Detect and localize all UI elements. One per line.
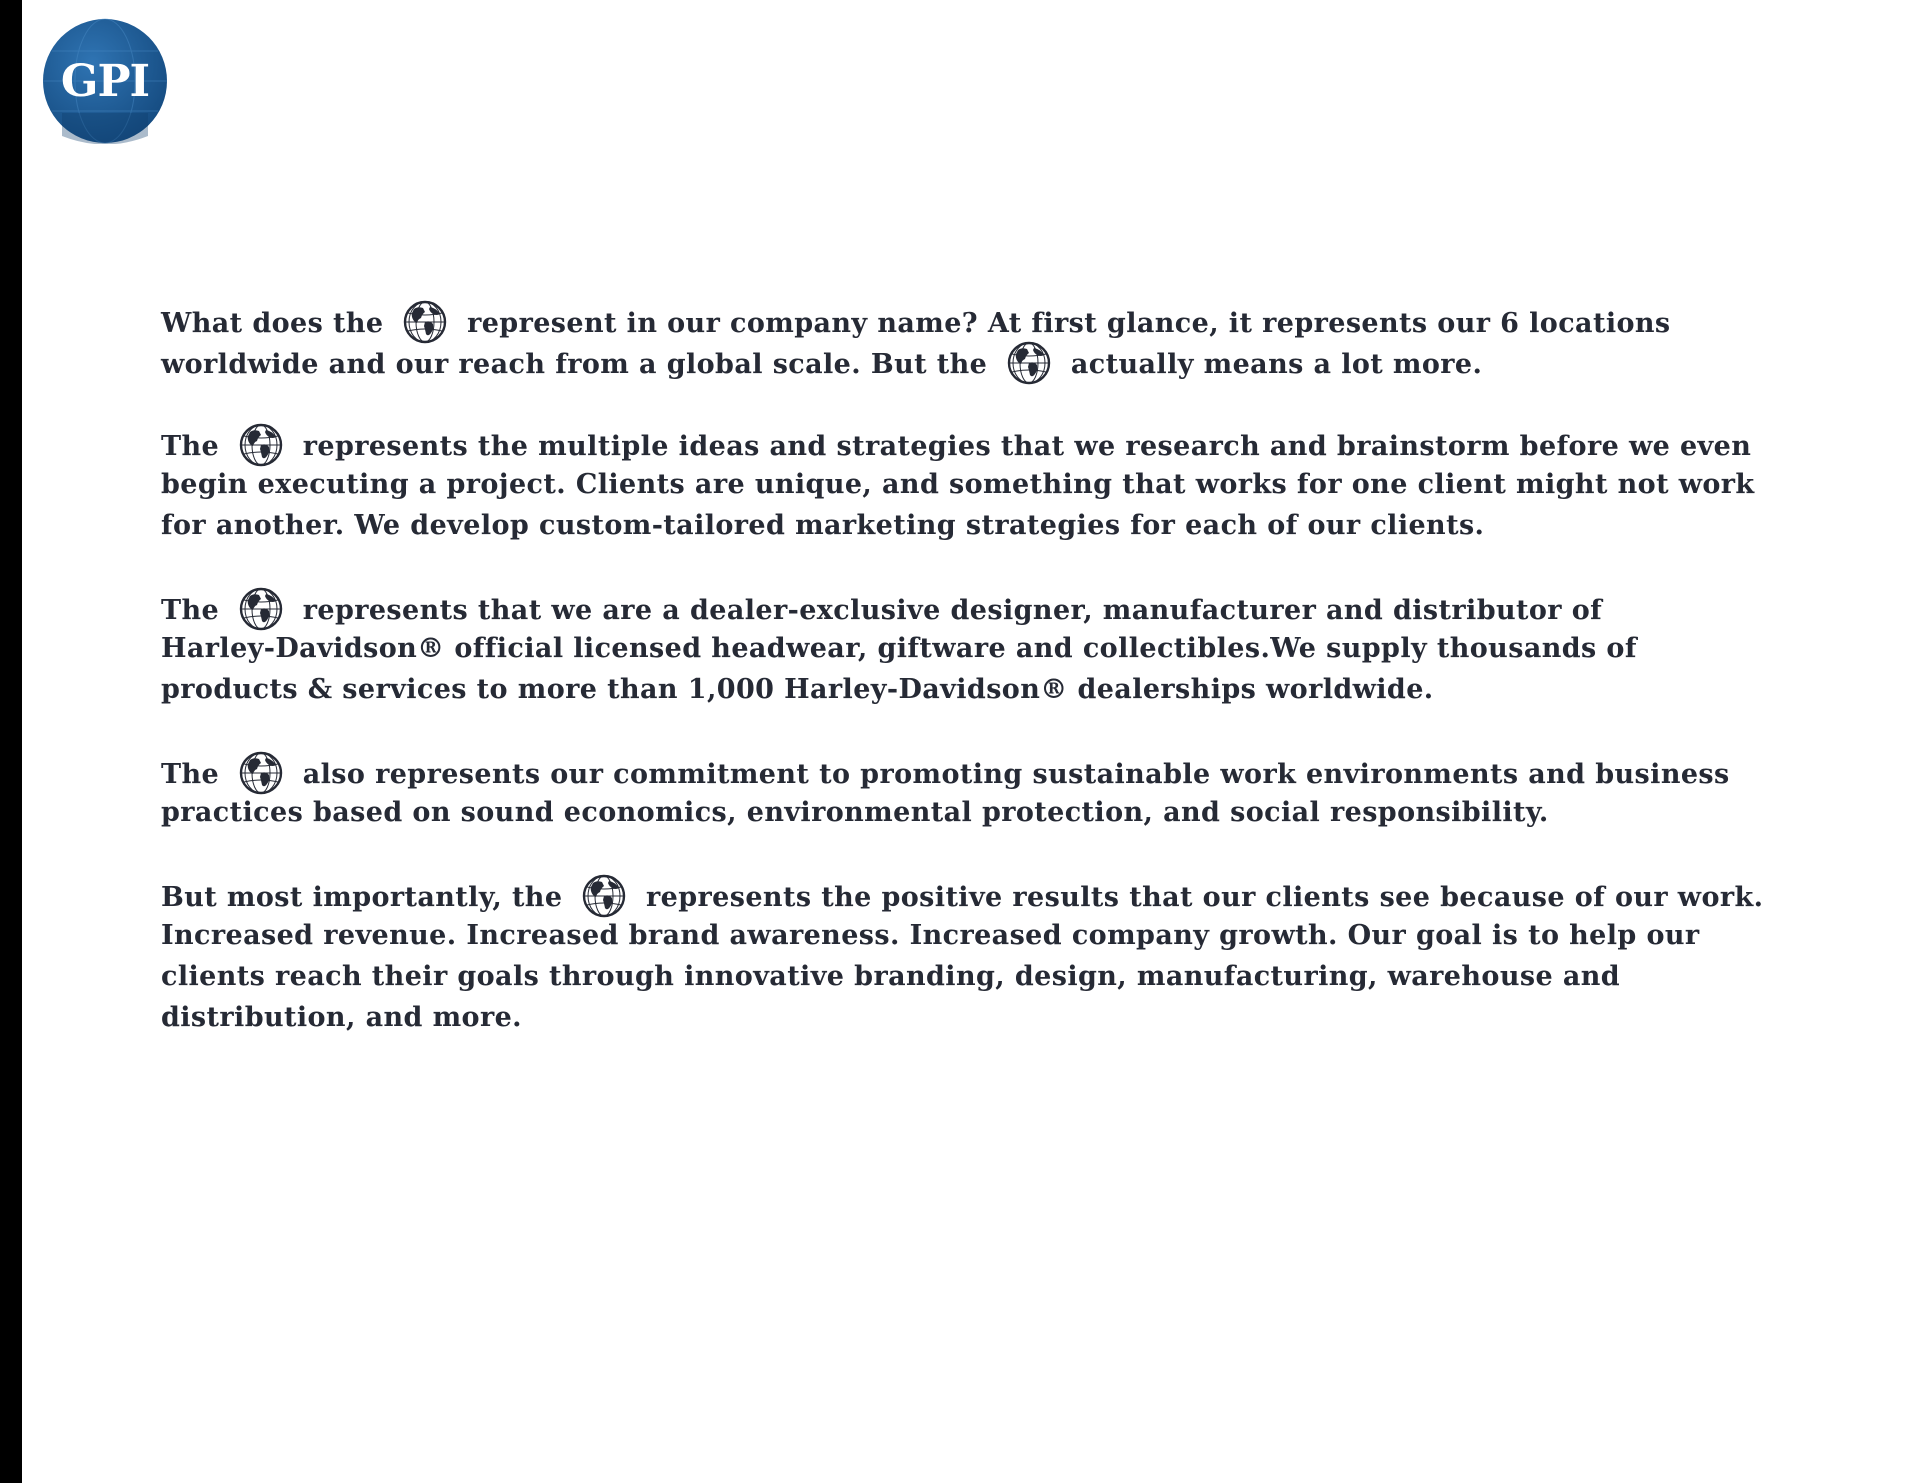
svg-text:GPI: GPI	[60, 56, 150, 107]
paragraph-3	[161, 587, 1841, 710]
gpi-logo	[42, 18, 168, 144]
text-segment: represents the positive results that our clients see because of our work.	[646, 882, 1764, 913]
document-body	[161, 300, 1841, 1079]
globe-icon	[239, 423, 283, 467]
text-segment: distribution, and more.	[161, 1002, 522, 1033]
text-segment: represents the multiple ideas and strategies that we research and brainstorm before we even	[302, 431, 1752, 462]
text-segment: actually means a lot more.	[1070, 349, 1483, 380]
globe-icon	[239, 587, 283, 631]
left-edge-bar	[0, 0, 22, 1483]
text-segment: represent in our company name? At first glance, it represents our 6 locations	[467, 308, 1671, 339]
paragraph-1	[161, 300, 1841, 382]
text-segment: What does the	[161, 308, 384, 339]
text-segment: also represents our commitment to promoting sustainable work environments and business	[302, 759, 1730, 790]
text-segment: The	[161, 759, 220, 790]
globe-icon	[582, 874, 626, 918]
paragraph-line	[161, 587, 1841, 628]
globe-icon	[239, 751, 283, 795]
paragraph-line	[161, 956, 1841, 997]
text-segment: The	[161, 431, 220, 462]
text-segment: Increased revenue. Increased brand awareness. Increased company growth. Our goal is to help our	[161, 920, 1700, 951]
paragraph-line	[161, 997, 1841, 1038]
paragraph-line	[161, 669, 1841, 710]
paragraph-4	[161, 751, 1841, 833]
text-segment: The	[161, 595, 220, 626]
paragraph-line	[161, 423, 1841, 464]
paragraph-line	[161, 341, 1841, 382]
paragraph-line	[161, 628, 1841, 669]
text-segment: represents that we are a dealer-exclusive designer, manufacturer and distributor of	[302, 595, 1603, 626]
paragraph-line	[161, 464, 1841, 505]
paragraph-line	[161, 874, 1841, 915]
gpi-logo-icon	[42, 18, 168, 144]
text-segment: clients reach their goals through innovative branding, design, manufacturing, warehouse and	[161, 961, 1621, 992]
paragraph-line	[161, 300, 1841, 341]
paragraph-5	[161, 874, 1841, 1038]
text-segment: practices based on sound economics, environmental protection, and social responsibility.	[161, 797, 1549, 828]
globe-icon	[1007, 341, 1051, 385]
text-segment: Harley-Davidson® official licensed headwear, giftware and collectibles.We supply thousands of	[161, 633, 1637, 664]
paragraph-line	[161, 792, 1841, 833]
paragraph-line	[161, 751, 1841, 792]
text-segment: products & services to more than 1,000 Harley-Davidson® dealerships worldwide.	[161, 674, 1434, 705]
text-segment: begin executing a project. Clients are unique, and something that works for one client might not work	[161, 469, 1755, 500]
paragraph-line	[161, 505, 1841, 546]
text-segment: But most importantly, the	[161, 882, 563, 913]
paragraph-line	[161, 915, 1841, 956]
text-segment: for another. We develop custom-tailored marketing strategies for each of our clients.	[161, 510, 1485, 541]
globe-icon	[403, 300, 447, 344]
paragraph-2	[161, 423, 1841, 546]
text-segment: worldwide and our reach from a global scale. But the	[161, 349, 988, 380]
